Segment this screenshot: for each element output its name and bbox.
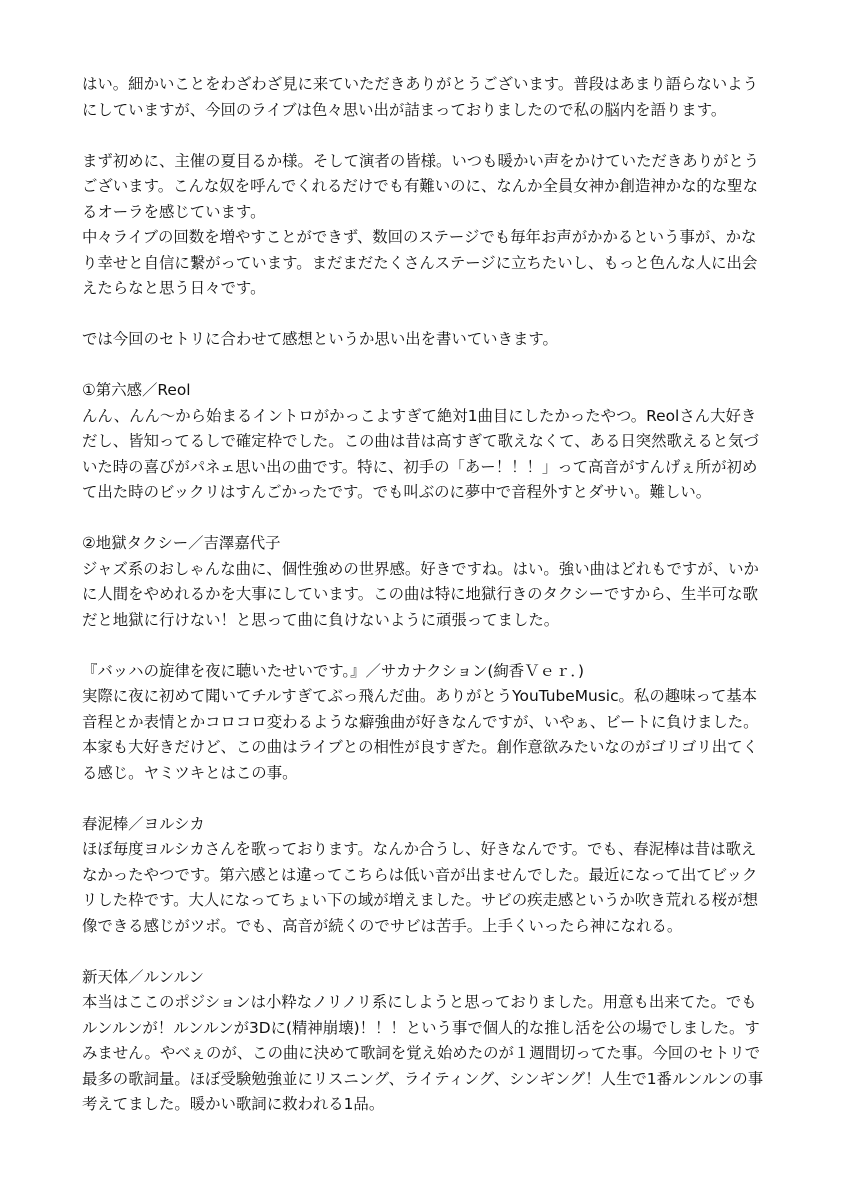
document-page (82, 72, 770, 1118)
song-title: ①第六感／Reol (82, 381, 191, 399)
song-comment: ほぼ毎度ヨルシカさんを歌っております。なんか合うし、好きなんです。でも、春泥棒は昔は歌えなかったやつです。第六感とは違ってこちらは低い音が出ませんでした。最近になって出てビックリした枠です。大人になってちょい下の域が増えました。サビの疾走感というか吹き荒れる桜が想像できる感じがツボ。でも、高音が続くのでサビは苦手。上手くいったら神になれる。 (82, 840, 758, 935)
intro-paragraph-thanks: はい。細かいことをわざわざ見に来ていただきありがとうございます。普段はあまり語らないようにしていますが、今回のライブは色々思い出が詰まっておりましたので私の脳内を語ります。 (82, 75, 758, 119)
song-section-3 (82, 659, 770, 787)
song-section-5 (82, 965, 770, 1118)
song-comment: ジャズ系のおしゃんな曲に、個性強めの世界感。好きですね。はい。強い曲はどれもですが、いかに人間をやめれるかを大事にしています。この曲は特に地獄行きのタクシーですから、生半可な歌だと地獄に行けない！と思って曲に負けないように頑張ってました。 (82, 559, 759, 629)
song-title: 『バッハの旋律を夜に聴いたせいです。』／サカナクション(絢香Ｖｅｒ．) (82, 661, 585, 680)
song-comment: 本当はここのポジションは小粋なノリノリ系にしようと思っておりました。用意も出来てた。でもルンルンが！ルンルンが3Dに(精神崩壊)！！！という事で個人的な推し活を公の場でしました。すみません。やべぇのが、この曲に決めて歌詞を覚え始めたのが１週間切ってた事。今回のセトリで最多の歌詞量。ほぼ受験勉強並にリスニング、ライティング、シンギング！人生で1番ルンルンの事考えてました。暖かい歌詞に救われる1品。 (82, 993, 764, 1113)
intro-paragraph-gratitude: まず初めに、主催の夏目るか様。そして演者の皆様。いつも暖かい声をかけていただきありがとうございます。こんな奴を呼んでくれるだけでも有難いのに、なんか全員女神か創造神かな的な聖なるオーラを感じています。 中々ライブの回数を増やすことができず、数回のステージでも毎年お声がかかるという事が、かなり幸せと自信に繋がっています。まだまだたくさんステージに立ちたいし、もっと色んな人に出会えたらなと思う日々です。 (82, 151, 760, 297)
song-title: 新天体／ルンルン (82, 967, 204, 986)
song-title: 春泥棒／ヨルシカ (82, 814, 205, 833)
intro-paragraph-setlist-lead: では今回のセトリに合わせて感想というか思い出を書いていきます。 (82, 330, 558, 348)
song-section-4 (82, 812, 770, 940)
song-title: ②地獄タクシー／吉澤嘉代子 (82, 534, 281, 552)
song-comment: 実際に夜に初めて聞いてチルすぎてぶっ飛んだ曲。ありがとうYouTubeMusic。私の趣味って基本音程とか表情とかコロコロ変わるような癖強曲が好きなんですが、いやぁ、ビートに負けました。本家も大好きだけど、この曲はライブとの相性が良すぎた。創作意欲みたいなのがゴリゴリ出てくる感じ。ヤミツキとはこの事。 (82, 687, 759, 782)
song-section-2 (82, 531, 770, 633)
song-section-1 (82, 378, 770, 506)
song-comment: んん、んん〜から始まるイントロがかっこよすぎて絶対1曲目にしたかったやつ。Reolさん大好きだし、皆知ってるしで確定枠でした。この曲は昔は高すぎて歌えなくて、ある日突然歌えると気づいた時の喜びがパネェ思い出の曲です。特に、初手の「あー！！！」って高音がすんげぇ所が初めて出た時のビックリはすんごかったです。でも叫ぶのに夢中で音程外すとダサい。難しい。 (82, 406, 759, 501)
